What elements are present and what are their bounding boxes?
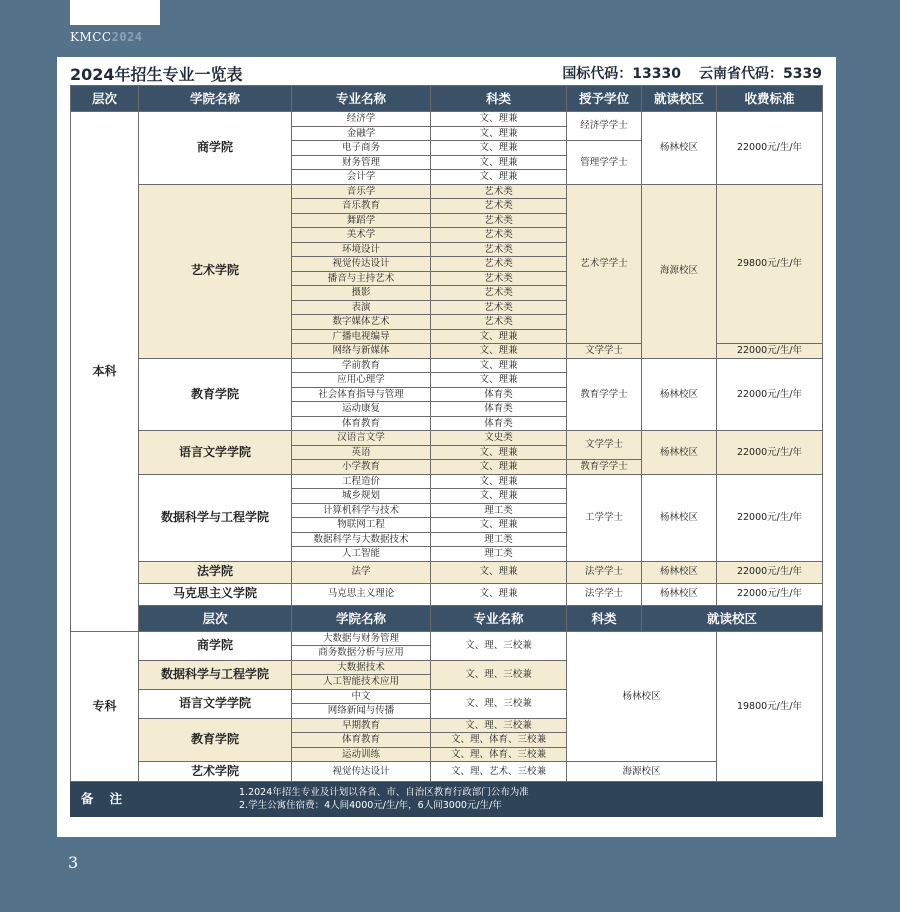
category-cell: 文、理兼 [431,474,567,489]
codes [562,63,822,83]
page-title: 2024年招生专业一览表 [70,65,243,84]
yunnan-code: 云南省代码：5339 [699,66,822,82]
category-cell: 理工类 [431,532,567,547]
category-cell: 文、理兼 [431,561,567,583]
header-level: 层次 [71,86,139,112]
degree-cell: 教育学学士 [567,460,642,475]
table-row [71,583,823,605]
header-campus: 就读校区 [642,605,823,631]
header-category: 科类 [431,86,567,112]
table-row [71,358,823,373]
major-cell: 工程造价 [292,474,431,489]
major-cell: 广播电视编导 [292,329,431,344]
college-fa: 法学院 [139,561,292,583]
category-cell: 理工类 [431,547,567,562]
category-cell: 艺术类 [431,242,567,257]
category-cell: 文史类 [431,431,567,446]
degree-cell: 教育学学士 [567,358,642,431]
header-major: 专业名称 [292,86,431,112]
header-college: 学院名称 [292,605,431,631]
major-cell: 小学教育 [292,460,431,475]
degree-cell: 法学学士 [567,583,642,605]
major-cell: 人工智能技术应用 [292,675,431,690]
table-row [71,631,823,646]
header-major: 专业名称 [431,605,567,631]
header-fee: 收费标准 [717,86,823,112]
fee-cell: 22000元/生/年 [717,561,823,583]
category-cell: 文、理兼 [431,518,567,533]
college-jiaoyu-zk: 教育学院 [139,718,292,762]
major-cell: 法学 [292,561,431,583]
campus-cell: 杨林校区 [642,431,717,475]
category-cell: 文、理、体育、三校兼 [431,733,567,748]
table-row [71,762,823,782]
category-cell: 艺术类 [431,271,567,286]
header-campus: 就读校区 [642,86,717,112]
category-cell: 文、理、三校兼 [431,631,567,660]
category-cell: 文、理兼 [431,344,567,359]
campus-cell: 杨林校区 [642,474,717,561]
major-cell: 物联网工程 [292,518,431,533]
major-cell: 财务管理 [292,155,431,170]
brand-logo: KMCC2024 [70,30,143,44]
major-cell: 音乐教育 [292,199,431,214]
major-cell: 网络新闻与传播 [292,704,431,719]
fee-cell: 22000元/生/年 [717,112,823,185]
major-cell: 会计学 [292,170,431,185]
table-row [71,561,823,583]
major-cell: 人工智能 [292,547,431,562]
header-college: 学院名称 [139,86,292,112]
degree-cell: 文学学士 [567,431,642,460]
major-cell: 体育教育 [292,733,431,748]
category-cell: 文、理、三校兼 [431,660,567,689]
major-cell: 马克思主义理论 [292,583,431,605]
major-cell: 数据科学与大数据技术 [292,532,431,547]
category-cell: 艺术类 [431,315,567,330]
college-shang: 商学院 [139,112,292,185]
campus-cell: 杨林校区 [642,561,717,583]
major-cell: 音乐学 [292,184,431,199]
major-cell: 城乡规划 [292,489,431,504]
major-cell: 美术学 [292,228,431,243]
category-cell: 文、理兼 [431,329,567,344]
major-cell: 网络与新媒体 [292,344,431,359]
college-yishu: 艺术学院 [139,184,292,358]
header-tab [70,0,160,25]
category-cell: 文、理、三校兼 [431,718,567,733]
category-cell: 艺术类 [431,286,567,301]
major-cell: 商务数据分析与应用 [292,646,431,661]
major-cell: 视觉传达设计 [292,257,431,272]
major-cell: 中文 [292,689,431,704]
campus-cell: 海源校区 [642,184,717,358]
table-row [71,431,823,446]
page-number: 3 [68,853,79,872]
title-row [70,62,822,84]
category-cell: 文、理兼 [431,358,567,373]
category-cell: 艺术类 [431,199,567,214]
level-zhuanke: 专科 [71,631,139,782]
college-makesi: 马克思主义学院 [139,583,292,605]
zhuanke-header-row [71,605,823,631]
category-cell: 体育类 [431,387,567,402]
category-cell: 文、理兼 [431,155,567,170]
campus-cell: 杨林校区 [642,358,717,431]
category-cell: 文、理兼 [431,126,567,141]
fee-cell: 19800元/生/年 [717,631,823,782]
major-cell: 早期教育 [292,718,431,733]
fee-cell: 22000元/生/年 [717,431,823,475]
campus-cell: 杨林校区 [567,631,717,762]
college-yuyan: 语言文学学院 [139,431,292,475]
category-cell: 文、理兼 [431,489,567,504]
category-cell: 艺术类 [431,300,567,315]
category-cell: 艺术类 [431,228,567,243]
category-cell: 文、理兼 [431,112,567,127]
major-cell: 计算机科学与技术 [292,503,431,518]
major-cell: 大数据技术 [292,660,431,675]
category-cell: 文、理、三校兼 [431,689,567,718]
category-cell: 文、理兼 [431,373,567,388]
major-cell: 应用心理学 [292,373,431,388]
benke-header-row [71,86,823,112]
major-cell: 运动康复 [292,402,431,417]
note-line-1: 1.2024年招生专业及计划以各省、市、自治区教育行政部门公布为准 [239,787,529,798]
degree-cell: 工学学士 [567,474,642,561]
major-cell: 金融学 [292,126,431,141]
major-cell: 数字媒体艺术 [292,315,431,330]
major-cell: 汉语言文学 [292,431,431,446]
national-code: 国标代码：13330 [562,66,682,82]
note-line-2: 2.学生公寓住宿费：4人间4000元/生/年，6人间3000元/生/年 [239,800,502,811]
major-cell: 大数据与财务管理 [292,631,431,646]
major-cell: 表演 [292,300,431,315]
degree-cell: 管理学学士 [567,141,642,185]
major-cell: 摄影 [292,286,431,301]
major-cell: 经济学 [292,112,431,127]
category-cell: 艺术类 [431,213,567,228]
degree-cell: 法学学士 [567,561,642,583]
category-cell: 理工类 [431,503,567,518]
degree-cell: 艺术学学士 [567,184,642,344]
fee-cell: 22000元/生/年 [717,474,823,561]
table-row [71,474,823,489]
college-shuju: 数据科学与工程学院 [139,474,292,561]
category-cell: 艺术类 [431,257,567,272]
category-cell: 体育类 [431,402,567,417]
fee-cell: 29800元/生/年 [717,184,823,344]
college-jiaoyu: 教育学院 [139,358,292,431]
fee-cell: 22000元/生/年 [717,344,823,359]
campus-cell: 杨林校区 [642,583,717,605]
degree-cell: 经济学学士 [567,112,642,141]
major-cell: 舞蹈学 [292,213,431,228]
major-cell: 视觉传达设计 [292,762,431,782]
level-benke: 本科 [71,112,139,632]
category-cell: 文、理、体育、三校兼 [431,747,567,762]
category-cell: 艺术类 [431,184,567,199]
major-cell: 播音与主持艺术 [292,271,431,286]
header-category: 科类 [567,605,642,631]
campus-cell: 杨林校区 [642,112,717,185]
category-cell: 文、理兼 [431,170,567,185]
category-cell: 文、理、艺术、三校兼 [431,762,567,782]
header-degree: 授予学位 [567,86,642,112]
category-cell: 文、理兼 [431,141,567,156]
major-cell: 环境设计 [292,242,431,257]
note-row [71,782,823,817]
category-cell: 文、理兼 [431,583,567,605]
note-text [139,782,823,817]
table-row [71,112,823,127]
college-shang-zk: 商学院 [139,631,292,660]
major-cell: 体育教育 [292,416,431,431]
college-yishu-zk: 艺术学院 [139,762,292,782]
category-cell: 文、理兼 [431,460,567,475]
note-label: 备 注 [71,782,139,817]
fee-cell: 22000元/生/年 [717,358,823,431]
enrollment-table [70,85,823,817]
major-cell: 电子商务 [292,141,431,156]
degree-cell: 文学学士 [567,344,642,359]
header-level: 层次 [139,605,292,631]
category-cell: 文、理兼 [431,445,567,460]
major-cell: 英语 [292,445,431,460]
campus-cell: 海源校区 [567,762,717,782]
college-yuyan-zk: 语言文学学院 [139,689,292,718]
category-cell: 体育类 [431,416,567,431]
major-cell: 运动训练 [292,747,431,762]
fee-cell: 22000元/生/年 [717,583,823,605]
major-cell: 学前教育 [292,358,431,373]
major-cell: 社会体育指导与管理 [292,387,431,402]
college-shuju-zk: 数据科学与工程学院 [139,660,292,689]
table-row [71,184,823,199]
